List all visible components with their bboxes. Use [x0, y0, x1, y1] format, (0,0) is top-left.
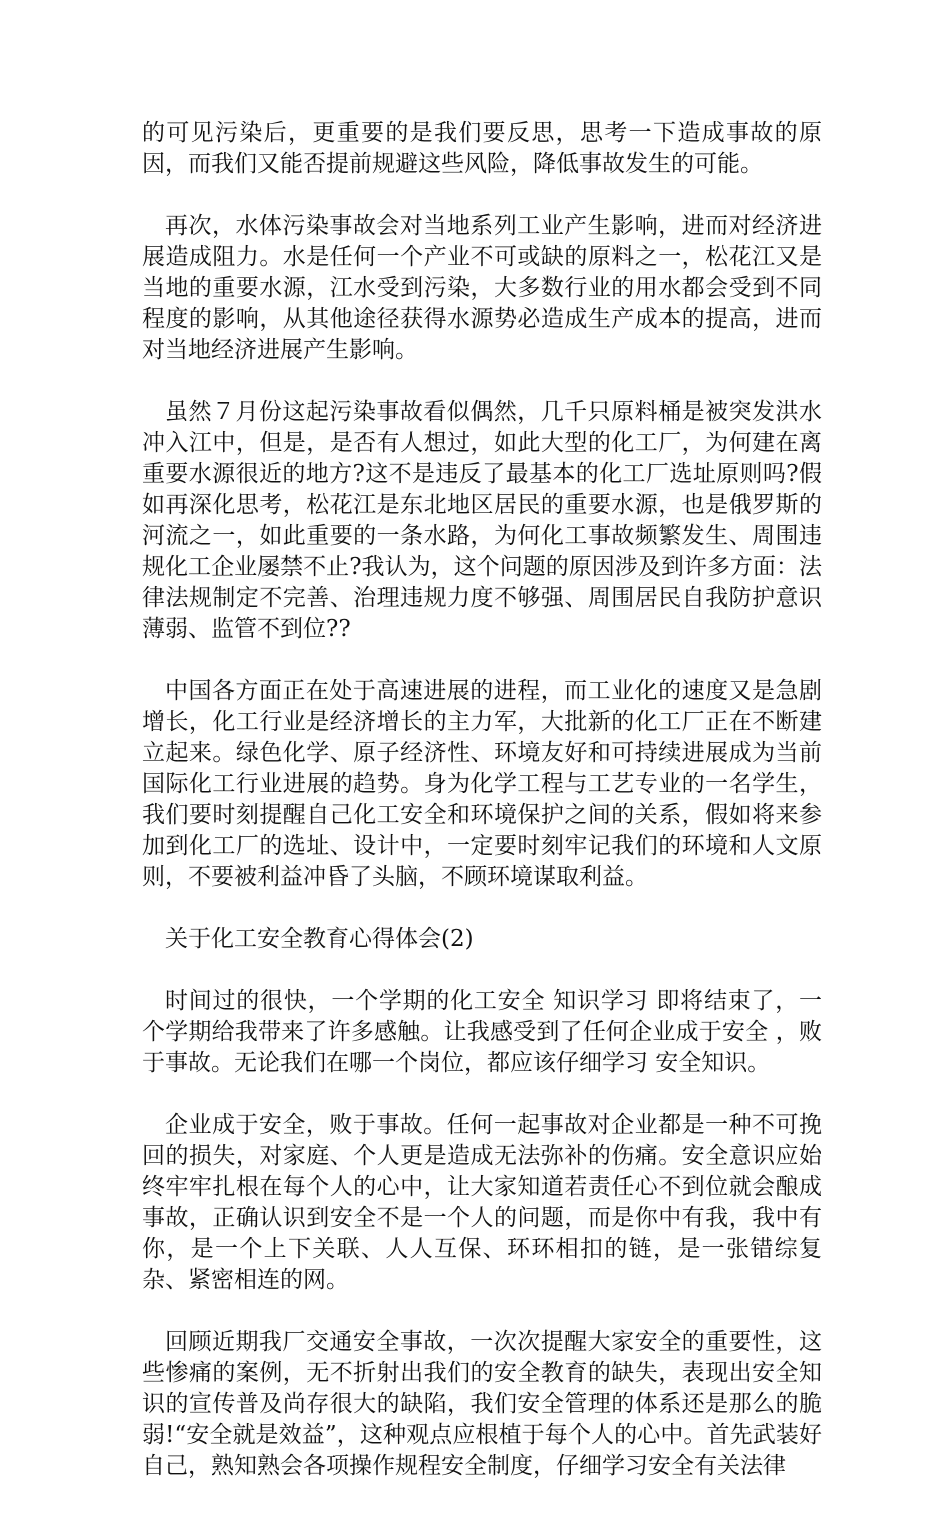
- paragraph-1: 的可见污染后，更重要的是我们要反思，思考一下造成事故的原因，而我们又能否提前规避这些风险，降低事故发生的可能。: [142, 120, 822, 177]
- paragraph-7: 回顾近期我厂交通安全事故，一次次提醒大家安全的重要性，这些惨痛的案例，无不折射出我们的安全教育的缺失，表现出安全知识的宣传普及尚存很大的缺陷，我们安全管理的体系还是那么的脆弱!“安全就是效益”，这种观点应根植于每个人的心中。首先武装好自己，熟知熟会各项操作规程安全制度，仔细学习安全有关法律: [142, 1329, 822, 1479]
- paragraph-3: 虽然７月份这起污染事故看似偶然，几千只原料桶是被突发洪水冲入江中，但是，是否有人想过，如此大型的化工厂，为何建在离重要水源很近的地方?这不是违反了最基本的化工厂选址原则吗?假如再深化思考，松花江是东北地区居民的重要水源，也是俄罗斯的河流之一，如此重要的一条水路，为何化工事故频繁发生、周围违规化工企业屡禁不止?我认为，这个问题的原因涉及到许多方面：法律法规制定不完善、治理违规力度不够强、周围居民自我防护意识薄弱、监管不到位??: [142, 399, 822, 642]
- paragraph-6: 企业成于安全，败于事故。任何一起事故对企业都是一种不可挽回的损失，对家庭、个人更是造成无法弥补的伤痛。安全意识应始终牢牢扎根在每个人的心中，让大家知道若责任心不到位就会酿成事故，正确认识到安全不是一个人的问题，而是你中有我，我中有你，是一个上下关联、人人互保、环环相扣的链，是一张错综复杂、紧密相连的网。: [142, 1112, 822, 1293]
- paragraph-5: 时间过的很快，一个学期的化工安全 知识学习 即将结束了，一个学期给我带来了许多感触。让我感受到了任何企业成于安全 ，败于事故。无论我们在哪一个岗位，都应该仔细学习 安全知识。: [142, 988, 822, 1076]
- document-body: [142, 118, 822, 1513]
- section-heading: 关于化工安全教育心得体会(2): [165, 926, 474, 952]
- paragraph-2: 再次，水体污染事故会对当地系列工业产生影响，进而对经济进展造成阻力。水是任何一个产业不可或缺的原料之一，松花江又是当地的重要水源，江水受到污染，大多数行业的用水都会受到不同程度的影响，从其他途径获得水源势必造成生产成本的提高，进而对当地经济进展产生影响。: [142, 213, 822, 363]
- paragraph-4: 中国各方面正在处于高速进展的进程，而工业化的速度又是急剧增长，化工行业是经济增长的主力军，大批新的化工厂正在不断建立起来。绿色化学、原子经济性、环境友好和可持续进展成为当前国际化工行业进展的趋势。身为化学工程与工艺专业的一名学生，我们要时刻提醒自己化工安全和环境保护之间的关系，假如将来参加到化工厂的选址、设计中，一定要时刻牢记我们的环境和人文原则，不要被利益冲昏了头脑，不顾环境谋取利益。: [142, 678, 822, 890]
